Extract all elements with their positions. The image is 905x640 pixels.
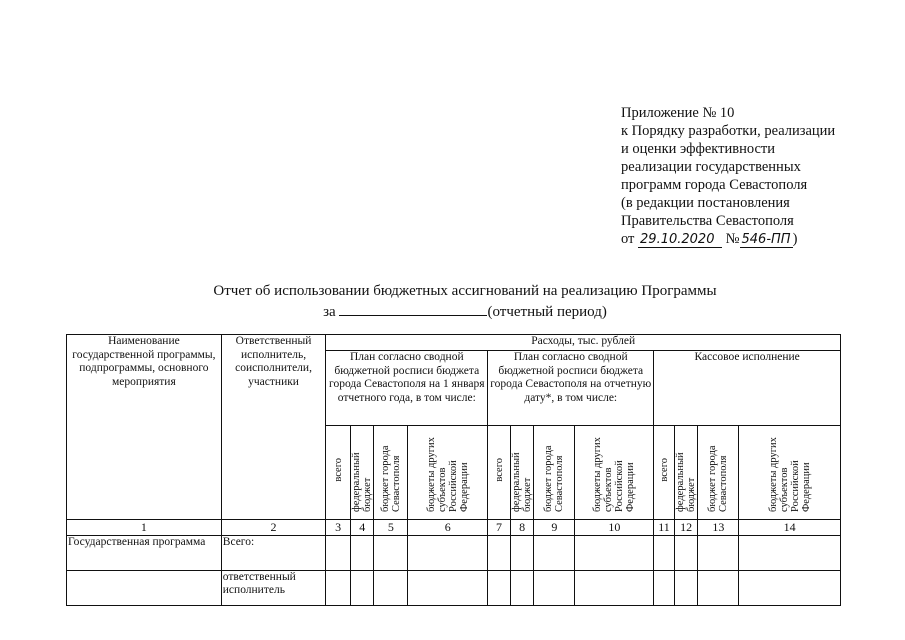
column-number: 13 [698,519,739,535]
number-handwritten: 546-ПП [741,232,791,247]
appendix-line-1: Приложение № 10 [621,105,735,121]
table-row [67,535,841,570]
subheader-total: всего [488,426,511,520]
empty-cell [575,535,654,570]
header-plan-current: План согласно сводной бюджетной росписи бюджета города Севастополя на отчетную дату*, в том числе: [488,351,654,426]
subheader-other-subjects: бюджеты других субъектов Российской Федерации [408,426,488,520]
appendix-line-4: реализации государственных [621,159,801,175]
empty-cell [674,570,698,605]
appendix-line-2: к Порядку разработки, реализации [621,123,836,139]
date-prefix: от [621,231,635,247]
column-number: 2 [221,519,326,535]
header-plan-jan: План согласно сводной бюджетной росписи бюджета города Севастополя на 1 января отчетного года, в том числе: [326,351,488,426]
empty-cell [654,570,675,605]
subheader-federal: федеральный бюджет [510,426,534,520]
report-title-line: Отчет об использовании бюджетных ассигнований на реализацию Программы [213,283,717,299]
column-number: 8 [510,519,534,535]
empty-cell [510,570,534,605]
empty-cell [350,570,374,605]
report-title [160,282,770,322]
column-number: 1 [67,519,222,535]
empty-cell [326,570,351,605]
period-blank [339,301,487,316]
empty-cell [575,570,654,605]
empty-cell [739,570,841,605]
date-handwritten: 29.10.2020 [638,233,722,248]
header-expenses: Расходы, тыс. рублей [326,335,841,351]
column-number: 3 [326,519,351,535]
column-number: 10 [575,519,654,535]
report-period-line [160,301,770,322]
empty-cell [488,570,511,605]
period-label: (отчетный период) [487,304,607,320]
empty-cell [408,535,488,570]
close-paren: ) [792,231,798,247]
column-number: 9 [534,519,575,535]
column-number: 11 [654,519,675,535]
empty-cell [326,535,351,570]
row-responsible: Всего: [221,535,326,570]
subheader-other-subjects: бюджеты других субъектов Российской Федерации [575,426,654,520]
empty-cell [408,570,488,605]
column-number: 14 [739,519,841,535]
empty-cell [510,535,534,570]
header-responsible: Ответственный исполнитель, соисполнители, участники [221,335,326,520]
column-number: 7 [488,519,511,535]
empty-cell [698,535,739,570]
subheader-city: бюджет города Севастополя [534,426,575,520]
column-number: 6 [408,519,488,535]
table-row [67,570,841,605]
header-name: Наименование государственной программы, подпрограммы, основного мероприятия [67,335,222,520]
empty-cell [739,535,841,570]
row-name: Государственная программа [67,535,222,570]
subheader-federal: федеральный бюджет [674,426,698,520]
appendix-block [621,104,901,248]
empty-cell [534,570,575,605]
subheader-total: всего [326,426,351,520]
empty-cell [374,570,408,605]
subheader-federal: федеральный бюджет [350,426,374,520]
subheader-total: всего [654,426,675,520]
empty-cell [488,535,511,570]
subheader-city: бюджет города Севастополя [374,426,408,520]
appendix-line-6: (в редакции постановления [621,195,790,211]
appendix-line-3: и оценки эффективности [621,141,775,157]
appendix-date-line [621,230,901,248]
subheader-city: бюджет города Севастополя [698,426,739,520]
column-number: 5 [374,519,408,535]
column-number: 4 [350,519,374,535]
header-cash-execution: Кассовое исполнение [654,351,841,426]
empty-cell [534,535,575,570]
appendix-line-7: Правительства Севастополя [621,213,794,229]
empty-cell [350,535,374,570]
empty-cell [698,570,739,605]
period-prefix: за [323,304,336,320]
column-number: 12 [674,519,698,535]
row-name [67,570,222,605]
row-responsible: ответственный исполнитель [221,570,326,605]
empty-cell [374,535,408,570]
empty-cell [674,535,698,570]
subheader-other-subjects: бюджеты других субъектов Российской Федерации [739,426,841,520]
appendix-line-5: программ города Севастополя [621,177,808,193]
empty-cell [654,535,675,570]
number-prefix: № [725,231,740,247]
expenses-table [66,334,841,606]
